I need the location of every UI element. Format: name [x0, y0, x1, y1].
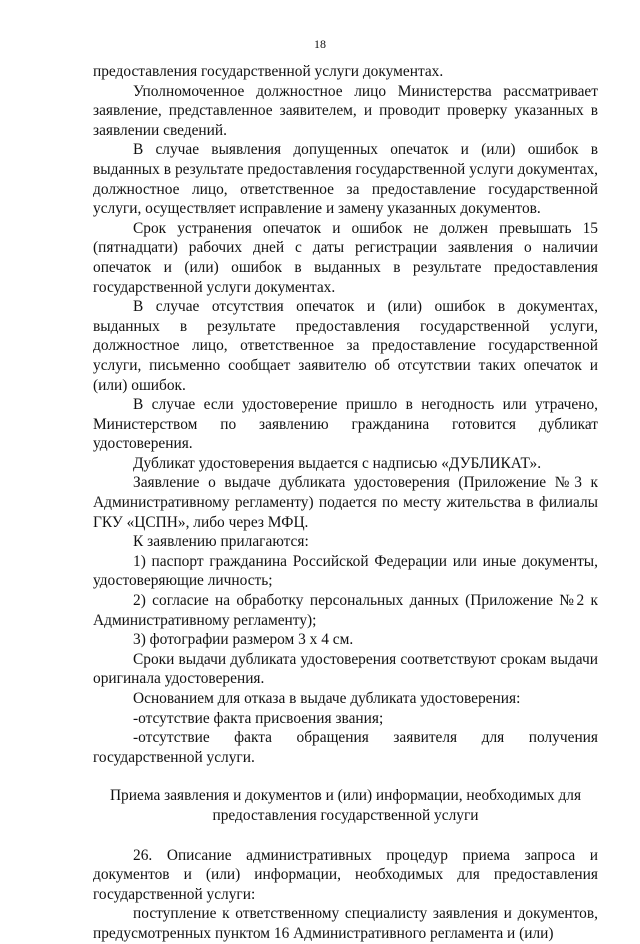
paragraph: В случае если удостоверение пришло в негодность или утрачено, Министерством по заявлению гражданина готовится дубликат удостоверения.: [93, 396, 598, 453]
paragraph: Уполномоченное должностное лицо Министерства рассматривает заявление, представленное заявителем, и проводит проверку указанных в заявлении сведений.: [93, 82, 598, 139]
section-heading: Приема заявления и документов и (или) информации, необходимых для предоставления государственной услуги: [109, 787, 582, 824]
list-item: -отсутствие факта обращения заявителя для получения государственной услуги.: [93, 729, 598, 766]
paragraph: 26. Описание административных процедур приема запроса и документов и (или) информации, необходимых для предоставления государственной услуги:: [93, 846, 598, 903]
list-item: 1) паспорт гражданина Российской Федерации или иные документы, удостоверяющие личность;: [93, 552, 598, 590]
paragraph: Основанием для отказа в выдаче дубликата удостоверения:: [133, 690, 521, 707]
paragraph: поступление к ответственному специалисту заявления и документов, предусмотренных пунктом 16 Административного регламента и (или): [93, 905, 598, 942]
paragraph: В случае выявления допущенных опечаток и (или) ошибок в выданных в результате предоставления государственной услуги документах, должностное лицо, ответственное за предоставление государственной услуги, осуществляет исправление и замену указанных документов.: [93, 141, 598, 218]
paragraph: К заявлению прилагаются:: [133, 533, 309, 551]
paragraph: Дубликат удостоверения выдается с надписью «ДУБЛИКАТ».: [133, 454, 542, 472]
paragraph: В случае отсутствия опечаток и (или) ошибок в документах, выданных в результате предоставления государственной услуги, должностное лицо, ответственное за предоставление государственной услуги, письменно сообщает заявителю об отсутствии таких опечаток и (или) ошибок.: [93, 298, 598, 394]
paragraph: предоставления государственной услуги документах.: [93, 63, 444, 80]
list-item: -отсутствие факта присвоения звания;: [133, 709, 384, 727]
paragraph: Срок устранения опечаток и ошибок не должен превышать 15 (пятнадцати) рабочих дней с даты регистрации заявления о наличии опечаток и (или) ошибок в выданных в результате предоставления государственной услуги документах.: [93, 219, 598, 296]
document-body: [93, 62, 598, 944]
paragraph: Заявление о выдаче дубликата удостоверения (Приложение №3 к Административному регламенту) подается по месту жительства в филиалы ГКУ «ЦСПН», либо через МФЦ.: [93, 474, 598, 531]
list-item: 3) фотографии размером 3 х 4 см.: [133, 631, 354, 649]
page-number: 18: [314, 37, 326, 51]
list-item: 2) согласие на обработку персональных данных (Приложение №2 к Административному регламенту);: [93, 592, 598, 629]
paragraph: Сроки выдачи дубликата удостоверения соответствуют срокам выдачи оригинала удостоверения.: [93, 650, 598, 688]
